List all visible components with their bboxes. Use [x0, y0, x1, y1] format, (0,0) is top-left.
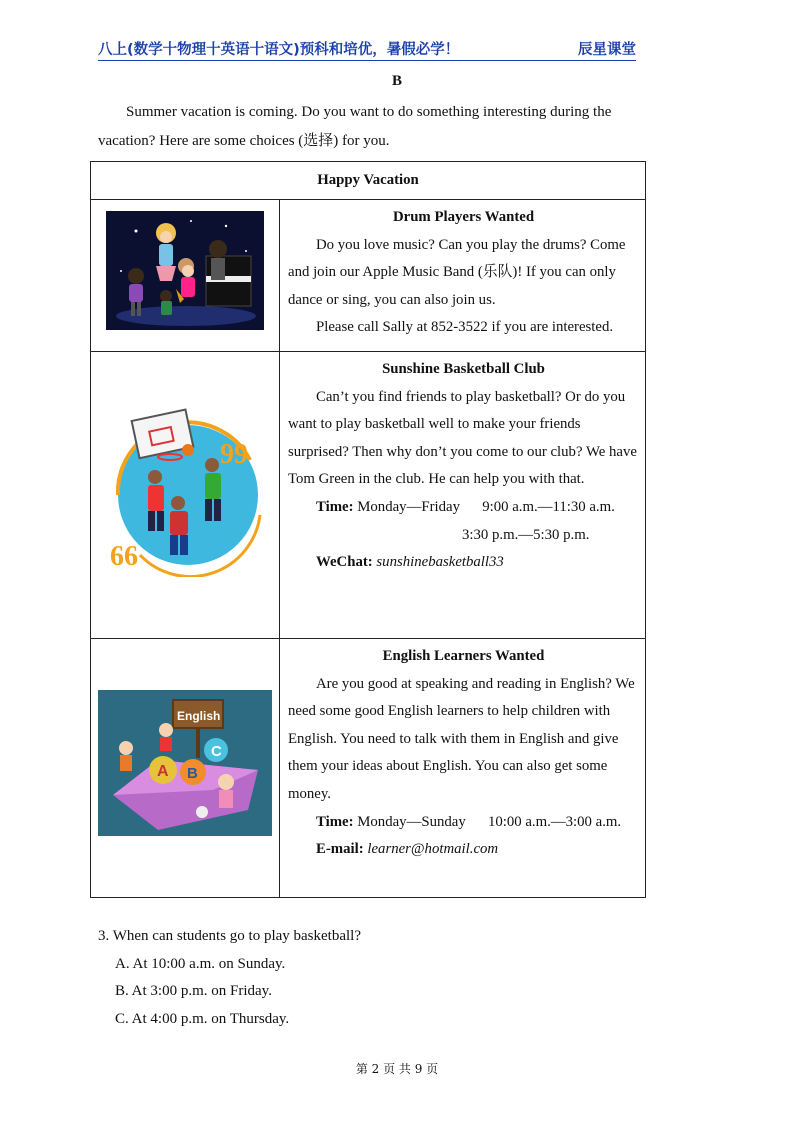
drum-text-cell — [280, 200, 646, 352]
basketball-time-value: Monday—Friday 9:00 a.m.—11:30 a.m. — [357, 498, 615, 515]
basketball-wechat-label: WeChat: — [316, 554, 373, 571]
basketball-wechat-value: sunshinebasketball33 — [376, 554, 504, 571]
option-c[interactable]: C. At 4:00 p.m. on Thursday. — [115, 1010, 290, 1027]
english-time — [288, 809, 639, 837]
basketball-wechat — [288, 549, 639, 577]
drum-description: Do you love music? Can you play the drums? Come and join our Apple Music Band (乐队)! If you can only dance or sing, you can also join us. — [288, 236, 626, 308]
intro-paragraph: Summer vacation is coming. Do you want to do something interesting during the vacation? Here are some choices (选择) for you. — [98, 104, 612, 149]
drum-image-cell — [91, 200, 280, 352]
english-learners-illustration — [98, 690, 272, 836]
option-b[interactable]: B. At 3:00 p.m. on Friday. — [115, 983, 272, 1000]
question-stem: 3. When can students go to play basketball? — [98, 928, 361, 944]
english-time-value: Monday—Sunday 10:00 a.m.—3:00 a.m. — [357, 813, 622, 830]
page-header — [98, 36, 636, 61]
letter-a: A — [157, 763, 169, 780]
basketball-description: Can’t you find friends to play basketball? Or do you want to play basketball well to make your friends surprised? Then why don’t you come to our club? We have Tom Green in the club. He can help you with that. — [288, 388, 637, 488]
letter-b: B — [187, 765, 198, 782]
english-text-cell — [280, 639, 646, 898]
drum-title: Drum Players Wanted — [392, 209, 535, 225]
question-block — [98, 923, 361, 1033]
english-email — [288, 836, 639, 864]
english-image-cell — [91, 639, 280, 898]
basketball-title: Sunshine Basketball Club — [382, 361, 545, 377]
sign-text: English — [177, 709, 221, 723]
english-email-label: E-mail: — [316, 841, 364, 858]
letter-c: C — [211, 743, 222, 760]
header-brand: 辰星课堂 — [578, 42, 636, 58]
english-title: English Learners Wanted — [382, 648, 545, 664]
basketball-time-label: Time: — [316, 498, 354, 515]
drum-contact: Please call Sally at 852-3522 if you are interested. — [316, 319, 614, 336]
table-heading: Happy Vacation — [91, 162, 646, 200]
basketball-time-afternoon: 3:30 p.m.—5:30 p.m. — [462, 526, 590, 543]
basketball-time — [288, 494, 639, 522]
english-email-value: learner@hotmail.com — [367, 841, 499, 858]
music-band-illustration — [106, 211, 264, 330]
svg-text:99: 99 — [220, 439, 248, 470]
option-a[interactable]: A. At 10:00 a.m. on Sunday. — [115, 955, 286, 972]
english-time-label: Time: — [316, 813, 354, 830]
page-footer: 第 2 页 共 9 页 — [355, 1062, 439, 1076]
header-course-title: 八上(数学十物理十英语十语文)预科和培优，暑假必学！ — [98, 42, 460, 58]
section-letter: B — [391, 73, 402, 89]
basketball-text-cell — [280, 352, 646, 639]
svg-text:66: 66 — [110, 541, 138, 572]
english-description: Are you good at speaking and reading in English? We need some good English learners to help children with English. You need to talk with them in English and give them your ideas about English. You can also get some money. — [288, 675, 635, 802]
basketball-illustration — [100, 405, 270, 577]
vacation-table — [90, 161, 646, 898]
basketball-image-cell — [91, 352, 280, 639]
